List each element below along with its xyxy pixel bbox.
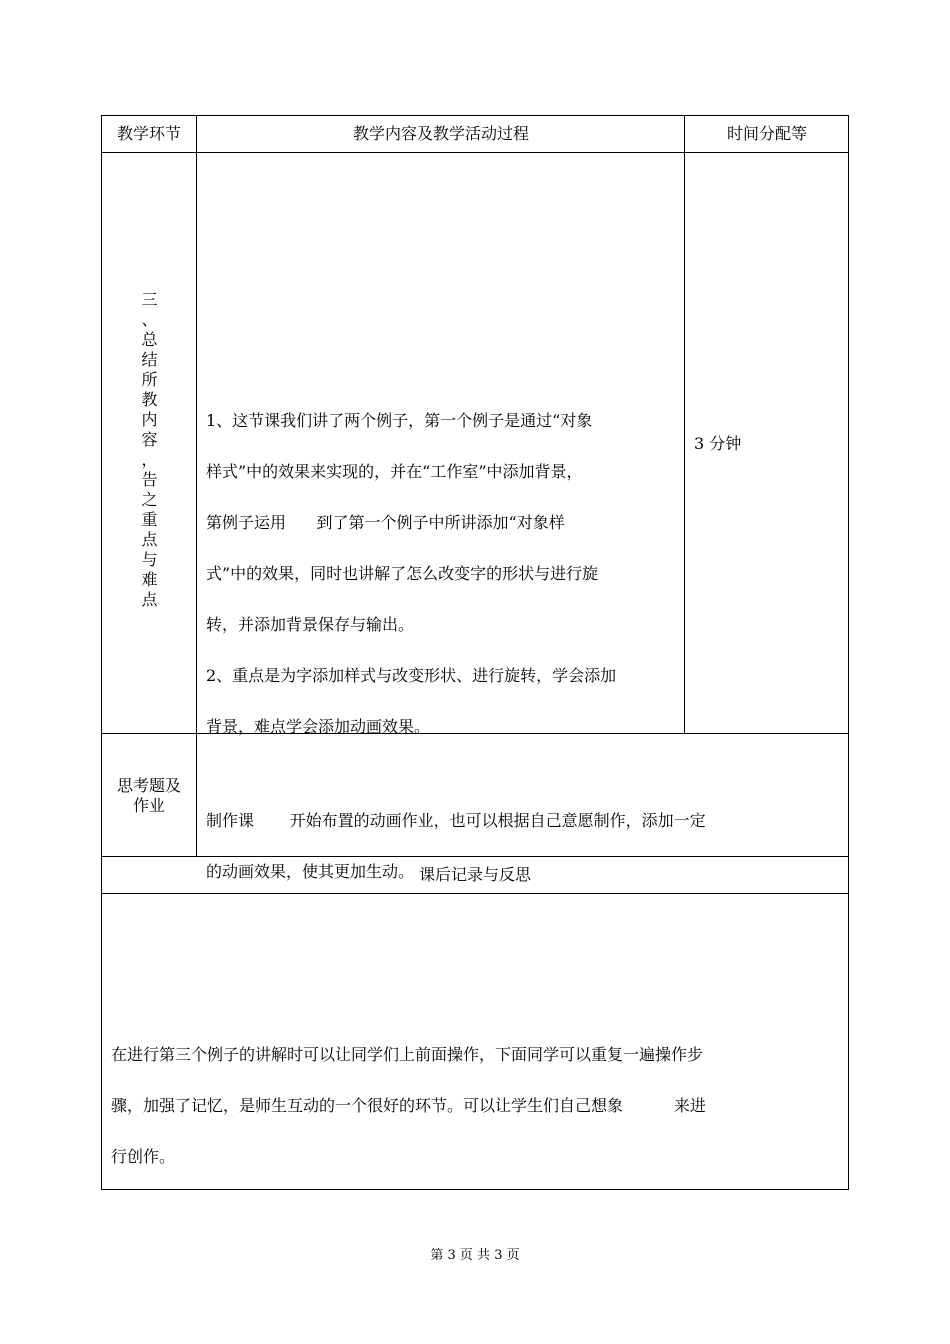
section-label-char: 结 bbox=[141, 350, 158, 369]
page-footer: 第 3 页 共 3 页 bbox=[430, 1248, 520, 1263]
header-col-content: 教学内容及教学活动过程 bbox=[352, 124, 529, 143]
section-label-char: 教 bbox=[141, 390, 158, 409]
reflection-line: 行创作。 bbox=[111, 1147, 176, 1166]
time-allocation: 3 分钟 bbox=[694, 434, 742, 453]
reflection-title: 课后记录与反思 bbox=[418, 865, 531, 884]
summary-line: 式”中的效果，同时也讲解了怎么改变字的形状与进行旋 bbox=[206, 564, 599, 583]
summary-line: 样式”中的效果来实现的，并在“工作室”中添加背景， bbox=[206, 462, 583, 481]
section-label-char: ， bbox=[141, 450, 158, 469]
homework-label-line: 作业 bbox=[132, 796, 165, 815]
section-label-char: 之 bbox=[141, 490, 158, 509]
lesson-table bbox=[101, 115, 849, 1190]
reflection-line: 骤，加强了记忆，是师生互动的一个很好的环节。可以让学生们自己想象 来进 bbox=[111, 1096, 706, 1115]
section-label-char: 容 bbox=[141, 430, 158, 449]
homework-line: 的动画效果，使其更加生动。 bbox=[206, 862, 415, 881]
summary-line: 第例子运用 到了第一个例子中所讲添加“对象样 bbox=[206, 513, 565, 532]
section-label-summary bbox=[102, 290, 197, 610]
homework-content bbox=[206, 778, 846, 914]
section-label-char: 点 bbox=[141, 590, 158, 609]
summary-line: 2、重点是为字添加样式与改变形状、进行旋转，学会添加 bbox=[206, 666, 617, 685]
homework-label bbox=[102, 776, 196, 816]
section-label-char: 总 bbox=[141, 330, 158, 349]
header-divider bbox=[102, 152, 848, 153]
section-label-char: 所 bbox=[141, 370, 158, 389]
reflection-content bbox=[111, 1012, 847, 1199]
section-label-char: 、 bbox=[141, 310, 158, 329]
header-col-time: 时间分配等 bbox=[726, 124, 807, 143]
summary-line: 转，并添加背景保存与输出。 bbox=[206, 615, 415, 634]
homework-line: 制作课 开始布置的动画作业，也可以根据自己意愿制作，添加一定 bbox=[206, 811, 706, 830]
reflection-line: 在进行第三个例子的讲解时可以让同学们上前面操作，下面同学可以重复一遍操作步 bbox=[111, 1045, 704, 1064]
section-label-char: 与 bbox=[141, 550, 158, 569]
section-label-char: 点 bbox=[141, 530, 158, 549]
header-col-section: 教学环节 bbox=[116, 124, 181, 143]
summary-content bbox=[206, 378, 686, 769]
summary-line: 背景，难点学会添加动画效果。 bbox=[206, 717, 431, 736]
section-label-char: 三 bbox=[141, 290, 158, 309]
section-label-char: 告 bbox=[141, 470, 158, 489]
section-label-char: 重 bbox=[141, 510, 158, 529]
section-label-char: 内 bbox=[141, 410, 158, 429]
summary-line: 1、这节课我们讲了两个例子，第一个例子是通过“对象 bbox=[206, 411, 593, 430]
section-label-char: 难 bbox=[141, 570, 158, 589]
homework-label-line: 思考题及 bbox=[116, 776, 181, 795]
